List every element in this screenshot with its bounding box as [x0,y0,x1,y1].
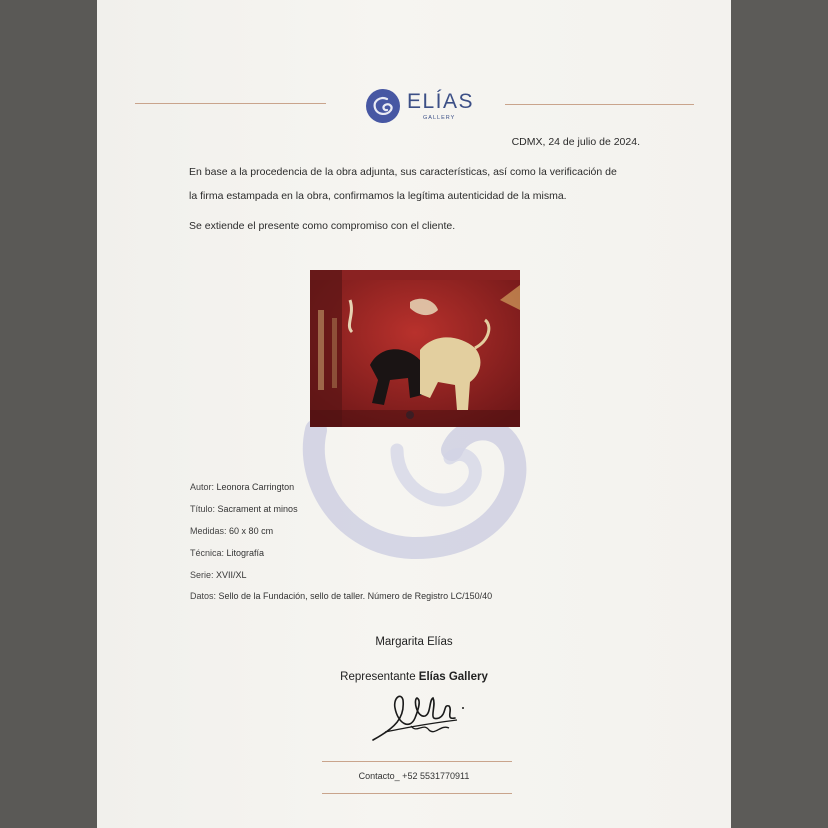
footer-rule-bottom [322,793,512,794]
logo-wordmark: ELÍAS [407,90,475,113]
header-rule-left [135,103,326,104]
header-rule-right [505,104,694,105]
logo-watermark [302,420,542,560]
certificate-page [97,0,731,828]
gallery-logo-icon [365,88,401,124]
field-tecnica: Técnica: Litografía [190,548,265,558]
field-titulo: Título: Sacrament at minos [190,504,298,514]
signer-role: Representante Elías Gallery [340,671,488,683]
signer-name: Margarita Elías [375,636,453,648]
footer-rule-top [322,761,512,762]
handwritten-signature [365,688,475,748]
letter-date: CDMX, 24 de julio de 2024. [511,136,640,148]
logo-subtitle: GALLERY [423,115,456,121]
letter-paragraph-1 [189,160,649,208]
letter-paragraph-2: Se extiende el presente como compromiso con el cliente. [189,220,456,232]
background-left [0,0,98,828]
artwork-image [310,270,520,427]
field-autor: Autor: Leonora Carrington [190,482,295,492]
field-datos: Datos: Sello de la Fundación, sello de taller. Número de Registro LC/150/40 [190,591,493,601]
field-serie: Serie: XVII/XL [190,570,247,580]
background-right [730,0,828,828]
contact-text: Contacto_ +52 5531770911 [358,771,470,781]
paragraph-1-line-1: En base a la procedencia de la obra adjunta, sus características, así como la verificación de [189,166,617,178]
paragraph-1-line-2: la firma estampada en la obra, confirmamos la legítima autenticidad de la misma. [189,190,567,202]
field-medidas: Medidas: 60 x 80 cm [190,526,274,536]
